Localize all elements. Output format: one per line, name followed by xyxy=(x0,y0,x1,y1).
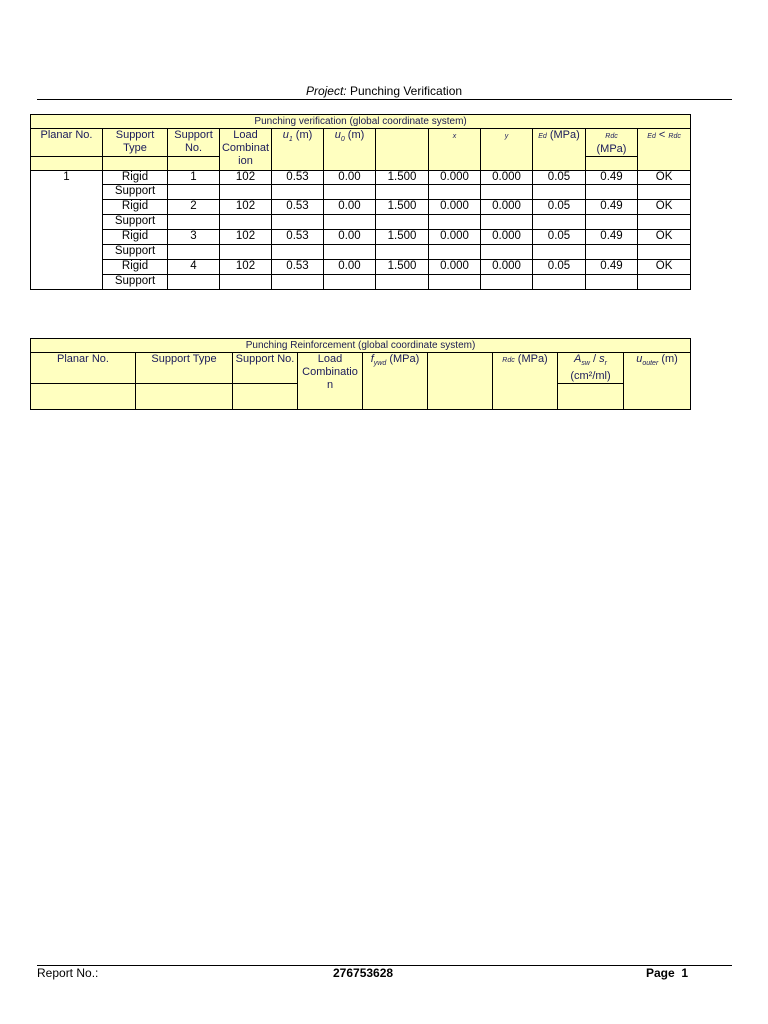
blank-cell xyxy=(533,275,586,290)
blank-cell xyxy=(429,215,481,230)
col-y: y xyxy=(481,129,533,171)
blank-cell xyxy=(272,185,324,200)
u1-cell: 0.53 xyxy=(272,260,324,275)
y-cell: 0.000 xyxy=(481,200,533,215)
report-label: Report No.: xyxy=(37,966,99,980)
blank-cell xyxy=(324,215,376,230)
beta-cell: 1.500 xyxy=(376,200,429,215)
header-rule xyxy=(37,99,732,100)
beta-cell: 1.500 xyxy=(376,230,429,245)
y-cell: 0.000 xyxy=(481,260,533,275)
blank-cell xyxy=(324,245,376,260)
project-name: Punching Verification xyxy=(349,84,463,98)
rdc-cell: 0.49 xyxy=(586,171,638,185)
table1-caption: Punching verification (global coordinate system) xyxy=(31,115,691,129)
blank-cell xyxy=(220,185,272,200)
blank-cell xyxy=(638,245,691,260)
x-cell: 0.000 xyxy=(429,260,481,275)
blank-cell xyxy=(638,215,691,230)
support-type-cell: Rigid xyxy=(103,200,168,215)
col-support-type: Support Type xyxy=(103,129,168,157)
col-u0: $u_0$ (m) xyxy=(324,129,376,171)
col-ed: Ed (MPa) xyxy=(533,129,586,171)
blank-cell xyxy=(533,245,586,260)
col-check: Ed < Rdc xyxy=(638,129,691,171)
header-blank xyxy=(31,157,103,171)
punching-verification-table xyxy=(30,114,691,290)
blank-cell xyxy=(429,245,481,260)
support-type-cell-2: Support xyxy=(103,245,168,260)
rdc-cell: 0.49 xyxy=(586,230,638,245)
page-title xyxy=(0,84,768,98)
blank-cell xyxy=(533,185,586,200)
col-support-type: Support Type xyxy=(136,353,233,384)
col-beta xyxy=(376,129,429,171)
blank-cell xyxy=(429,275,481,290)
support-type-cell: Rigid xyxy=(103,230,168,245)
blank-cell xyxy=(638,275,691,290)
header-blank xyxy=(168,157,220,171)
support-no-cell: 3 xyxy=(168,230,220,245)
blank-cell xyxy=(429,185,481,200)
blank-cell xyxy=(638,185,691,200)
support-type-cell-2: Support xyxy=(103,185,168,200)
load-comb-cell: 102 xyxy=(220,171,272,185)
col-load-combination: Load Combinat ion xyxy=(220,129,272,171)
u1-cell: 0.53 xyxy=(272,200,324,215)
u0-cell: 0.00 xyxy=(324,260,376,275)
blank-cell xyxy=(220,275,272,290)
ed-cell: 0.05 xyxy=(533,230,586,245)
blank-cell xyxy=(272,245,324,260)
col-asw-sr: $A_{sw} / s_r$ (cm²/ml) xyxy=(558,353,624,384)
col-load-combination: Load Combinatio n xyxy=(298,353,363,410)
blank-cell xyxy=(376,185,429,200)
x-cell: 0.000 xyxy=(429,171,481,185)
support-type-cell: Rigid xyxy=(103,260,168,275)
col-planar-no: Planar No. xyxy=(31,129,103,157)
punching-reinforcement-table xyxy=(30,338,691,410)
project-label: Project: xyxy=(305,84,347,98)
rdc-cell: 0.49 xyxy=(586,260,638,275)
support-no-cell: 2 xyxy=(168,200,220,215)
load-comb-cell: 102 xyxy=(220,260,272,275)
blank-cell xyxy=(376,215,429,230)
rdc-cell: 0.49 xyxy=(586,200,638,215)
support-no-cell: 1 xyxy=(168,171,220,185)
blank-cell xyxy=(481,185,533,200)
blank-cell xyxy=(481,215,533,230)
header-blank xyxy=(233,384,298,410)
blank-cell xyxy=(168,275,220,290)
u0-cell: 0.00 xyxy=(324,171,376,185)
planar-no-cell: 1 xyxy=(31,171,103,290)
check-cell: OK xyxy=(638,200,691,215)
support-type-cell: Rigid xyxy=(103,171,168,185)
check-cell: OK xyxy=(638,230,691,245)
blank-cell xyxy=(168,245,220,260)
beta-cell: 1.500 xyxy=(376,260,429,275)
x-cell: 0.000 xyxy=(429,200,481,215)
ed-cell: 0.05 xyxy=(533,200,586,215)
blank-cell xyxy=(168,185,220,200)
load-comb-cell: 102 xyxy=(220,200,272,215)
col-support-no: Support No. xyxy=(233,353,298,384)
check-cell: OK xyxy=(638,260,691,275)
header-blank xyxy=(31,384,136,410)
col-x: x xyxy=(429,129,481,171)
u0-cell: 0.00 xyxy=(324,200,376,215)
blank-cell xyxy=(324,275,376,290)
y-cell: 0.000 xyxy=(481,171,533,185)
col-support-no: Support No. xyxy=(168,129,220,157)
ed-cell: 0.05 xyxy=(533,260,586,275)
header-blank xyxy=(586,157,638,171)
col-fywd: $f_{ywd}$ (MPa) xyxy=(363,353,428,410)
page-indicator: Page 1 xyxy=(646,966,689,980)
blank-cell xyxy=(586,275,638,290)
blank-cell xyxy=(272,275,324,290)
blank-cell xyxy=(481,275,533,290)
table2-caption: Punching Reinforcement (global coordinate system) xyxy=(31,339,691,353)
col-rdc: Rdc (MPa) xyxy=(493,353,558,410)
blank-cell xyxy=(533,215,586,230)
support-type-cell-2: Support xyxy=(103,275,168,290)
support-no-cell: 4 xyxy=(168,260,220,275)
blank-cell xyxy=(586,185,638,200)
blank-cell xyxy=(376,245,429,260)
col-planar-no: Planar No. xyxy=(31,353,136,384)
header-blank xyxy=(103,157,168,171)
u1-cell: 0.53 xyxy=(272,230,324,245)
header-blank xyxy=(136,384,233,410)
blank-cell xyxy=(272,215,324,230)
y-cell: 0.000 xyxy=(481,230,533,245)
col-blank xyxy=(428,353,493,410)
report-number: 276753628 xyxy=(333,966,394,980)
blank-cell xyxy=(376,275,429,290)
u0-cell: 0.00 xyxy=(324,230,376,245)
blank-cell xyxy=(220,215,272,230)
blank-cell xyxy=(586,215,638,230)
blank-cell xyxy=(168,215,220,230)
x-cell: 0.000 xyxy=(429,230,481,245)
ed-cell: 0.05 xyxy=(533,171,586,185)
load-comb-cell: 102 xyxy=(220,230,272,245)
blank-cell xyxy=(481,245,533,260)
beta-cell: 1.500 xyxy=(376,171,429,185)
blank-cell xyxy=(220,245,272,260)
col-rdc: Rdc (MPa) xyxy=(586,129,638,157)
support-type-cell-2: Support xyxy=(103,215,168,230)
header-blank xyxy=(558,384,624,410)
u1-cell: 0.53 xyxy=(272,171,324,185)
check-cell: OK xyxy=(638,171,691,185)
col-u1: $u_1$ (m) xyxy=(272,129,324,171)
blank-cell xyxy=(586,245,638,260)
blank-cell xyxy=(324,185,376,200)
col-uouter: $u_{outer}$ (m) xyxy=(624,353,691,410)
